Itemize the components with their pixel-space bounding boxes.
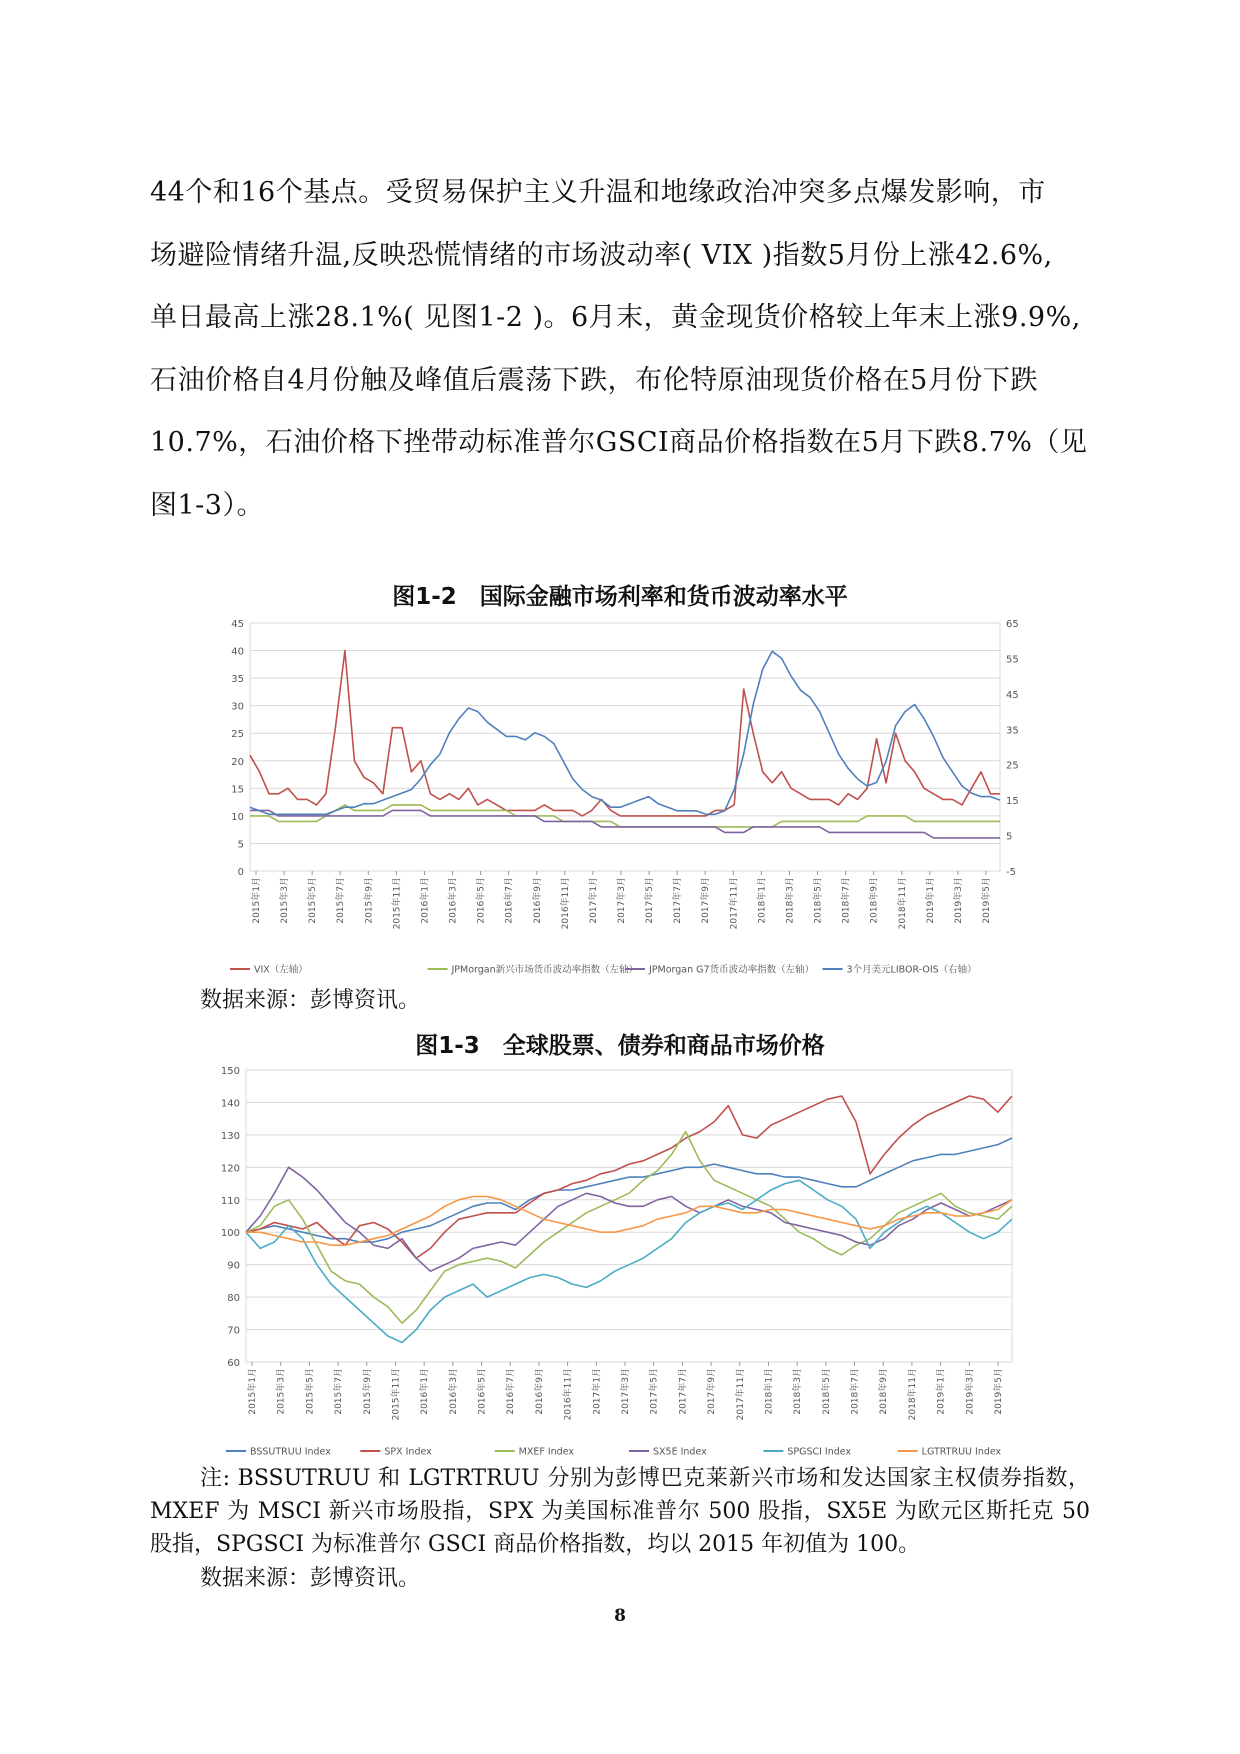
x-tick-label: 2015年11月 [392,877,403,930]
series-line [250,810,1000,838]
x-tick-label: 2016年11月 [560,877,571,930]
x-tick-label: 2016年3月 [448,877,459,924]
figure2-chart [190,615,1050,980]
x-tick-label: 2015年9月 [362,1368,373,1415]
legend-label: SX5E Index [653,1446,707,1457]
body-line: 单日最高上涨28.1%( 见图1-2 )。6月末，黄金现货价格较上年末上涨9.9%, [150,302,1081,333]
x-tick-label: 2018年1月 [757,877,768,924]
x-tick-label: 2019年1月 [925,877,936,924]
x-tick-label: 2016年9月 [532,877,543,924]
x-tick-label: 2016年11月 [563,1368,574,1421]
x-tick-label: 2016年7月 [504,877,515,924]
x-tick-label: 2018年1月 [764,1368,775,1415]
y-tick-label: 80 [227,1293,240,1305]
body-line: 图1-3）。 [150,489,264,521]
y-right-tick-label: 15 [1006,796,1019,808]
x-tick-label: 2017年11月 [735,1368,746,1421]
figure3-source: 数据来源：彭博资讯。 [200,1566,421,1591]
y-tick-label: 90 [227,1260,240,1272]
y-tick-label: 70 [227,1325,240,1337]
x-tick-label: 2015年5月 [308,877,319,924]
x-tick-label: 2017年9月 [707,1368,718,1415]
y-tick-label: 140 [220,1098,240,1110]
figure2-source: 数据来源：彭博资讯。 [200,988,421,1013]
x-tick-label: 2017年1月 [592,1368,603,1415]
x-tick-label: 2016年5月 [477,1368,488,1415]
y-right-tick-label: 5 [1006,831,1013,843]
y-tick-label: 150 [220,1066,240,1077]
x-tick-label: 2015年5月 [305,1368,316,1415]
x-tick-label: 2016年3月 [448,1368,459,1415]
body-line: 44个和16个基点。受贸易保护主义升温和地缘政治冲突多点爆发影响，市 [150,177,1046,208]
y-right-tick-label: -5 [1006,867,1016,878]
x-tick-label: 2018年3月 [793,1368,804,1415]
series-line [246,1197,1012,1246]
x-tick-label: 2017年5月 [649,1368,660,1415]
x-tick-label: 2019年3月 [953,877,964,924]
x-tick-label: 2016年9月 [534,1368,545,1415]
y-right-tick-label: 45 [1006,689,1019,701]
x-tick-label: 2016年7月 [506,1368,517,1415]
x-tick-label: 2015年7月 [334,1368,345,1415]
x-tick-label: 2018年3月 [785,877,796,924]
x-tick-label: 2017年7月 [678,1368,689,1415]
x-tick-label: 2017年3月 [617,877,627,924]
x-tick-label: 2018年5月 [813,877,824,924]
x-tick-label: 2019年5月 [994,1368,1004,1415]
legend-label: VIX（左轴） [254,964,308,976]
legend-label: JPMorgan新兴市场货币波动率指数（左轴） [451,964,639,976]
figure3-note-text: 注: BSSUTRUU 和 LGTRTRUU 分别为彭博巴克莱新兴市场和发达国家主权债券指数，MXEF 为 MSCI 新兴市场股指，SPX 为美国标准普尔 500 股指，SX5E 为欧元区斯托克 50 股指，SPGSCI 为标准普尔 GSCI 商品价格指数，均以 2015 年初值为 100。 [150,1466,1090,1557]
plot-area [250,623,1000,871]
legend-label: BSSUTRUU Index [250,1446,331,1457]
body-paragraph [150,162,1090,537]
x-tick-label: 2016年1月 [420,1368,431,1415]
x-tick-label: 2015年1月 [252,877,262,924]
x-tick-label: 2015年1月 [248,1368,258,1415]
x-tick-label: 2015年11月 [391,1368,402,1421]
x-tick-label: 2018年7月 [841,877,852,924]
legend-label: 3个月美元LIBOR-OIS（右轴） [846,964,977,976]
legend-label: MXEF Index [518,1446,575,1457]
page-number: 8 [614,1606,626,1626]
series-line [246,1180,1012,1342]
x-tick-label: 2019年5月 [982,877,992,924]
x-tick-label: 2018年11月 [897,877,908,930]
legend-label: SPGSCI Index [787,1446,852,1457]
y-right-tick-label: 65 [1006,619,1019,630]
x-tick-label: 2017年7月 [673,877,684,924]
x-tick-label: 2016年1月 [420,877,431,924]
figure2-title: 图1-2 国际金融市场利率和货币波动率水平 [392,584,848,610]
x-tick-label: 2015年9月 [364,877,375,924]
x-tick-label: 2018年5月 [821,1368,832,1415]
plot-area [246,1070,1012,1362]
y-tick-label: 130 [220,1130,240,1142]
x-tick-label: 2017年3月 [621,1368,631,1415]
y-tick-label: 100 [220,1228,240,1240]
y-tick-label: 35 [231,674,244,686]
y-tick-label: 20 [231,756,244,768]
x-tick-label: 2018年11月 [907,1368,918,1421]
x-tick-label: 2015年3月 [276,1368,287,1415]
x-tick-label: 2017年9月 [701,877,712,924]
y-tick-label: 45 [231,619,244,630]
x-tick-label: 2019年1月 [936,1368,947,1415]
x-tick-label: 2018年7月 [850,1368,861,1415]
y-tick-label: 15 [231,784,244,796]
y-tick-label: 60 [227,1358,240,1369]
y-right-tick-label: 55 [1006,654,1019,666]
body-line: 石油价格自4月份触及峰值后震荡下跌，布伦特原油现货价格在5月份下跌 [150,364,1038,396]
y-tick-label: 120 [220,1163,240,1175]
y-tick-label: 40 [231,646,244,658]
y-right-tick-label: 35 [1006,725,1019,737]
x-tick-label: 2015年7月 [336,877,347,924]
y-tick-label: 30 [231,701,244,713]
figure3-title: 图1-3 全球股票、债券和商品市场价格 [415,1033,825,1059]
y-tick-label: 5 [237,839,244,851]
y-tick-label: 0 [237,867,244,878]
figure3-chart [190,1062,1050,1457]
body-line: 场避险情绪升温,反映恐慌情绪的市场波动率( VIX )指数5月份上涨42.6%, [150,239,1053,271]
legend [226,1447,1002,1458]
x-tick-label: 2016年5月 [476,877,487,924]
x-tick-label: 2017年11月 [729,877,740,930]
legend [230,964,977,976]
body-line: 10.7%，石油价格下挫带动标准普尔GSCI商品价格指数在5月下跌8.7%（见 [150,427,1088,458]
x-tick-label: 2018年9月 [879,1368,890,1415]
legend-label: JPMorgan G7货币波动率指数（左轴） [649,964,815,976]
y-tick-label: 110 [220,1195,240,1207]
x-tick-label: 2017年1月 [588,877,599,924]
y-right-tick-label: 25 [1006,760,1019,772]
x-tick-label: 2017年5月 [645,877,656,924]
legend-label: SPX Index [384,1446,432,1457]
x-tick-label: 2019年3月 [965,1368,976,1415]
y-tick-label: 10 [231,811,244,823]
legend-label: LGTRTRUU Index [921,1446,1002,1457]
x-tick-label: 2015年3月 [280,877,291,924]
figure3-note [150,1462,1090,1561]
x-tick-label: 2018年9月 [869,877,880,924]
y-tick-label: 25 [231,729,244,741]
